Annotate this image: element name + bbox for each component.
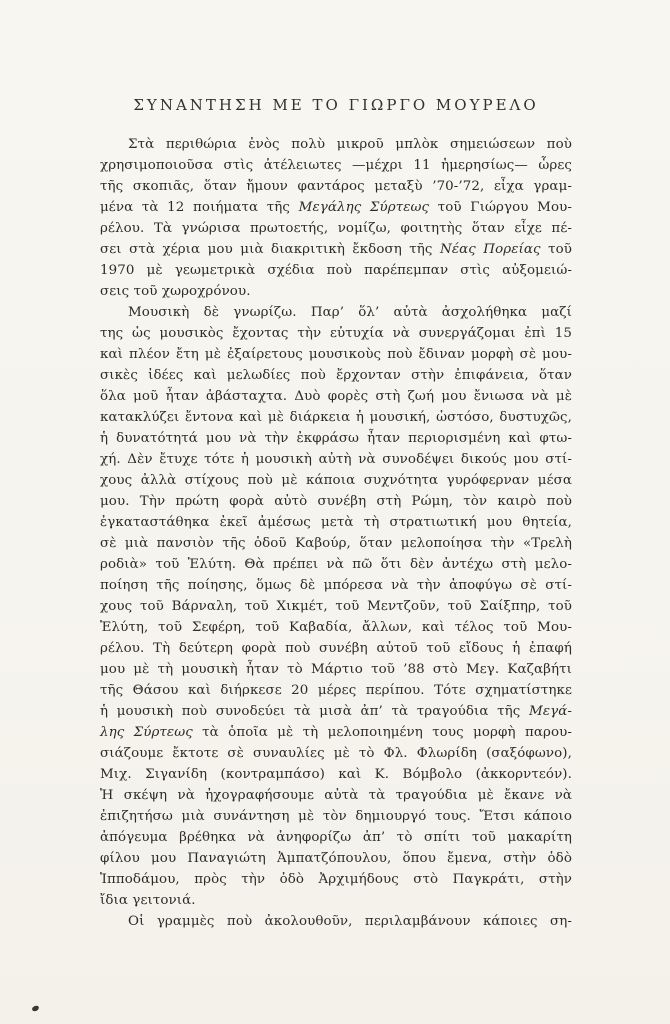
text-line: τῆς Θάσου καὶ διήρκεσε 20 μέρες περίπου. Τότε σχηματίστηκε — [100, 683, 572, 698]
text-line: χρησιμοποιοῦσα στὶς ἀτέλειωτες —μέχρι 11 ἡμερησίως— ὧρες — [100, 158, 572, 173]
text-line: Στὰ περιθώρια ἑνὸς πολὺ μικροῦ μπλὸκ σημειώσεων ποὺ — [128, 137, 572, 152]
text-line: χους ἀλλὰ στίχους ποὺ μὲ κάποια συχνότητα γυρόφερναν μέσα — [100, 473, 572, 488]
text-line: ἐγκαταστάθηκα ἐκεῖ ἀμέσως μετὰ τὴ στρατιωτική μου θητεία, — [100, 515, 572, 530]
text-line: Ἐλύτη, τοῦ Σεφέρη, τοῦ Καβαδία, ἄλλων, καὶ τέλος τοῦ Μου- — [100, 620, 572, 635]
text-line: μένα τὰ 12 ποιήματα τῆς Μεγάλης Σύρτεως τοῦ Γιώργου Μου- — [100, 200, 573, 215]
text-line: της ὡς μουσικὸς ἔχοντας τὴν εὐτυχία νὰ συνεργάζομαι ἐπὶ 15 — [100, 326, 572, 341]
text-line: σεις τοῦ χωροχρόνου. — [100, 284, 251, 299]
text-line: ρέλου. Τὰ γνώρισα πρωτοετής, νομίζω, φοιτητὴς ὅταν εἶχε πέ- — [100, 221, 572, 236]
text-line: τῆς σκοπιᾶς, ὅταν ἤμουν φαντάρος μεταξὺ ’70-’72, εἶχα γραμ- — [100, 179, 572, 194]
text-line: σει στὰ χέρια μου μιὰ διακριτικὴ ἔκδοση τῆς Νέας Πορείας τοῦ — [100, 242, 572, 257]
text-line: χή. Δὲν ἔτυχε τότε ἡ μουσικὴ αὐτὴ νὰ συνοδέψει δικούς μου στί- — [100, 452, 572, 467]
text-line: φίλου μου Παναγιώτη Ἀμπατζόπουλου, ὅπου ἔμενα, στὴν ὁδὸ — [100, 851, 572, 866]
text-line: ρέλου. Τὴ δεύτερη φορὰ ποὺ συνέβη αὐτοῦ τοῦ εἴδους ἡ ἐπαφή — [100, 641, 572, 656]
text-line: ποίηση τῆς ποίησης, ὅμως δὲ μπόρεσα νὰ τὴν ἀποφύγω σὲ στί- — [100, 578, 572, 593]
text-line: ἡ μουσικὴ ποὺ συνοδεύει τὰ μισὰ ἀπ’ τὰ τραγούδια τῆς Μεγά- — [100, 704, 572, 719]
text-line: Μουσικὴ δὲ γνωρίζω. Παρ’ ὅλ’ αὐτὰ ἀσχολήθηκα μαζί — [128, 305, 572, 320]
text-line: ροδιὰ» τοῦ Ἐλύτη. Θὰ πρέπει νὰ πῶ ὅτι δὲν ἀντέχω στὴ μελο- — [100, 557, 572, 572]
text-line: καὶ πλέον ἔτη μὲ ἐξαίρετους μουσικοὺς ποὺ ἔδιναν μορφὴ σὲ μου- — [100, 347, 572, 362]
text-line: μου. Τὴν πρώτη φορὰ αὐτὸ συνέβη στὴ Ρώμη, τὸν καιρὸ ποὺ — [100, 494, 572, 509]
text-line: ἀπόγευμα βρέθηκα νὰ ἀνηφορίζω ἀπ’ τὸ σπίτι τοῦ μακαρίτη — [100, 830, 572, 845]
text-line: σικὲς ἰδέες καὶ μελωδίες ποὺ ἔρχονταν στὴν ἐπιφάνεια, ὅταν — [100, 368, 572, 383]
text-line: Ἱπποδάμου, πρὸς τὴν ὁδὸ Ἀρχιμήδους στὸ Παγκράτι, στὴν — [100, 872, 572, 887]
text-line: χους τοῦ Βάρναλη, τοῦ Χικμέτ, τοῦ Μεντζοῦν, τοῦ Σαίξπηρ, τοῦ — [100, 599, 572, 614]
text-line: ἴδια γειτονιά. — [100, 893, 196, 908]
text-line: λης Σύρτεως τὰ ὁποῖα μὲ τὴ μελοποιημένη τους μορφὴ παρου- — [100, 725, 573, 740]
text-line: ὅλα μοῦ ἦταν ἀβάσταχτα. Δυὸ φορὲς στὴ ζωή μου ἔνιωσα νὰ μὲ — [100, 389, 572, 404]
scan-artifact — [31, 1005, 39, 1012]
page-title: ΣΥΝΑΝΤΗΣΗ ΜΕ ΤΟ ΓΙΩΡΓΟ ΜΟΥΡΕΛΟ — [133, 96, 539, 114]
text-line: ἐπιζητήσω μιὰ συνάντηση μὲ τὸν δημιουργό τους. Ἔτσι κάποιο — [100, 809, 572, 824]
text-line: κατακλύζει ἔντονα καὶ μὲ διάρκεια ἡ μουσική, ὡστόσο, δυστυχῶς, — [100, 410, 572, 425]
text-block — [100, 134, 572, 932]
text-line: σιάζουμε ἔκτοτε σὲ συναυλίες μὲ τὸ Φλ. Φλωρίδη (σαξόφωνο), — [100, 746, 572, 761]
text-line: σὲ μιὰ πανσιὸν τῆς ὁδοῦ Καβούρ, ὅταν μελοποίησα τὴν «Τρελὴ — [100, 536, 572, 551]
text-line: Οἱ γραμμὲς ποὺ ἀκολουθοῦν, περιλαμβάνουν κάποιες ση- — [128, 914, 572, 929]
text-line: Ἡ σκέψη νὰ ἠχογραφήσουμε αὐτὰ τὰ τραγούδια μὲ ἔκανε νὰ — [100, 788, 572, 803]
text-line: 1970 μὲ γεωμετρικὰ σχέδια ποὺ παρέπεμπαν στὶς αὐξομειώ- — [100, 263, 572, 278]
text-line: Μιχ. Σιγανίδη (κοντραμπάσο) καὶ Κ. Βόμβολο (ἀκκορντεόν). — [100, 767, 572, 782]
text-line: μου μὲ τὴ μουσικὴ ἦταν τὸ Μάρτιο τοῦ ’88 στὸ Μεγ. Καζαβήτι — [100, 662, 572, 677]
text-line: ἡ δυνατότητά μου νὰ τὴν ἐκφράσω ἦταν περιορισμένη καὶ φτω- — [100, 431, 572, 446]
